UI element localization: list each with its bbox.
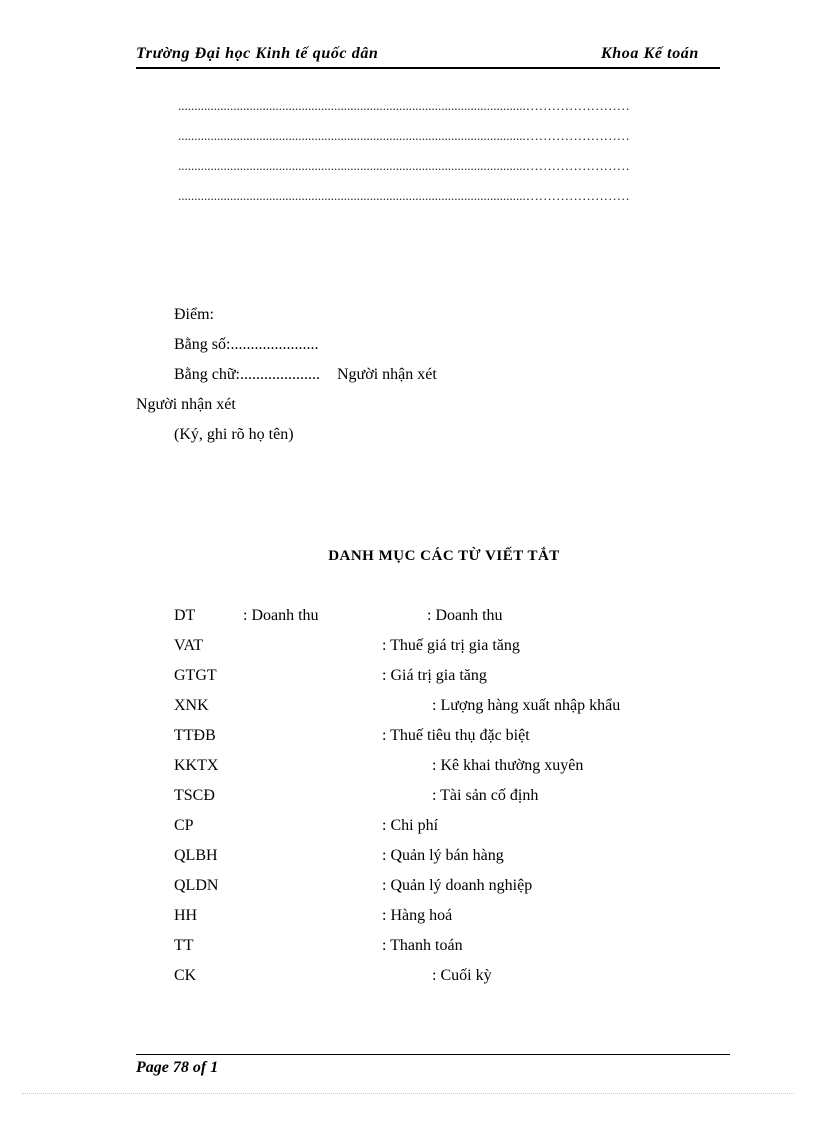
reviewer-inline-label: Người nhận xét — [337, 366, 437, 383]
abbr-meaning: : Kê khai thường xuyên — [432, 757, 584, 774]
abbr-meaning: : Quản lý bán hàng — [382, 847, 504, 864]
abbr-code: XNK — [174, 697, 209, 714]
abbr-meaning: : Giá trị gia tăng — [382, 667, 487, 684]
header-school: Trường Đại học Kinh tế quốc dân — [136, 45, 379, 62]
abbr-meaning: : Thuế tiêu thụ đặc biệt — [382, 727, 530, 744]
abbreviations-title: DANH MỤC CÁC TỪ VIẾT TẮT — [328, 548, 560, 564]
comment-line: ...........................................................................................................…………………… — [178, 188, 630, 203]
score-label: Điểm: — [174, 306, 214, 323]
abbr-meaning: : Chi phí — [382, 817, 439, 834]
abbr-code: GTGT — [174, 667, 217, 684]
abbr-code: KKTX — [174, 757, 219, 774]
header-department: Khoa Kế toán — [601, 45, 699, 62]
abbr-code: TSCĐ — [174, 787, 215, 804]
abbr-code: CK — [174, 967, 197, 984]
abbr-code: CP — [174, 817, 194, 834]
score-in-words: Bằng chữ:.................... — [174, 366, 320, 383]
comment-line: ...........................................................................................................…………………… — [178, 98, 630, 113]
comment-line: ...........................................................................................................…………………… — [178, 128, 630, 143]
abbr-code: QLDN — [174, 877, 219, 894]
footer-rule — [136, 1054, 730, 1055]
abbr-meaning: : Thuế giá trị gia tăng — [382, 637, 520, 654]
abbr-meaning: : Quản lý doanh nghiệp — [382, 877, 533, 894]
header-rule — [136, 67, 720, 69]
abbr-code: HH — [174, 907, 198, 924]
abbr-meaning: : Tài sản cố định — [432, 787, 539, 804]
abbr-code: DT — [174, 607, 196, 624]
abbr-code: VAT — [174, 637, 204, 654]
abbr-inline-meaning: : Doanh thu — [243, 607, 319, 624]
abbr-meaning: : Doanh thu — [427, 607, 503, 624]
reviewer-label: Người nhận xét — [136, 396, 236, 413]
page-number: Page 78 of 1 — [136, 1059, 219, 1076]
abbr-code: QLBH — [174, 847, 218, 864]
abbr-meaning: : Hàng hoá — [382, 907, 453, 924]
abbr-code: TT — [174, 937, 194, 954]
abbr-meaning: : Thanh toán — [382, 937, 463, 954]
abbr-meaning: : Lượng hàng xuất nhập khẩu — [432, 697, 621, 714]
score-in-number: Bằng số:...................... — [174, 336, 319, 353]
abbr-code: TTĐB — [174, 727, 216, 744]
page-edge-divider — [22, 1093, 794, 1094]
signature-note: (Ký, ghi rõ họ tên) — [174, 426, 294, 443]
comment-line: ...........................................................................................................…………………… — [178, 158, 630, 173]
abbr-meaning: : Cuối kỳ — [432, 967, 492, 984]
